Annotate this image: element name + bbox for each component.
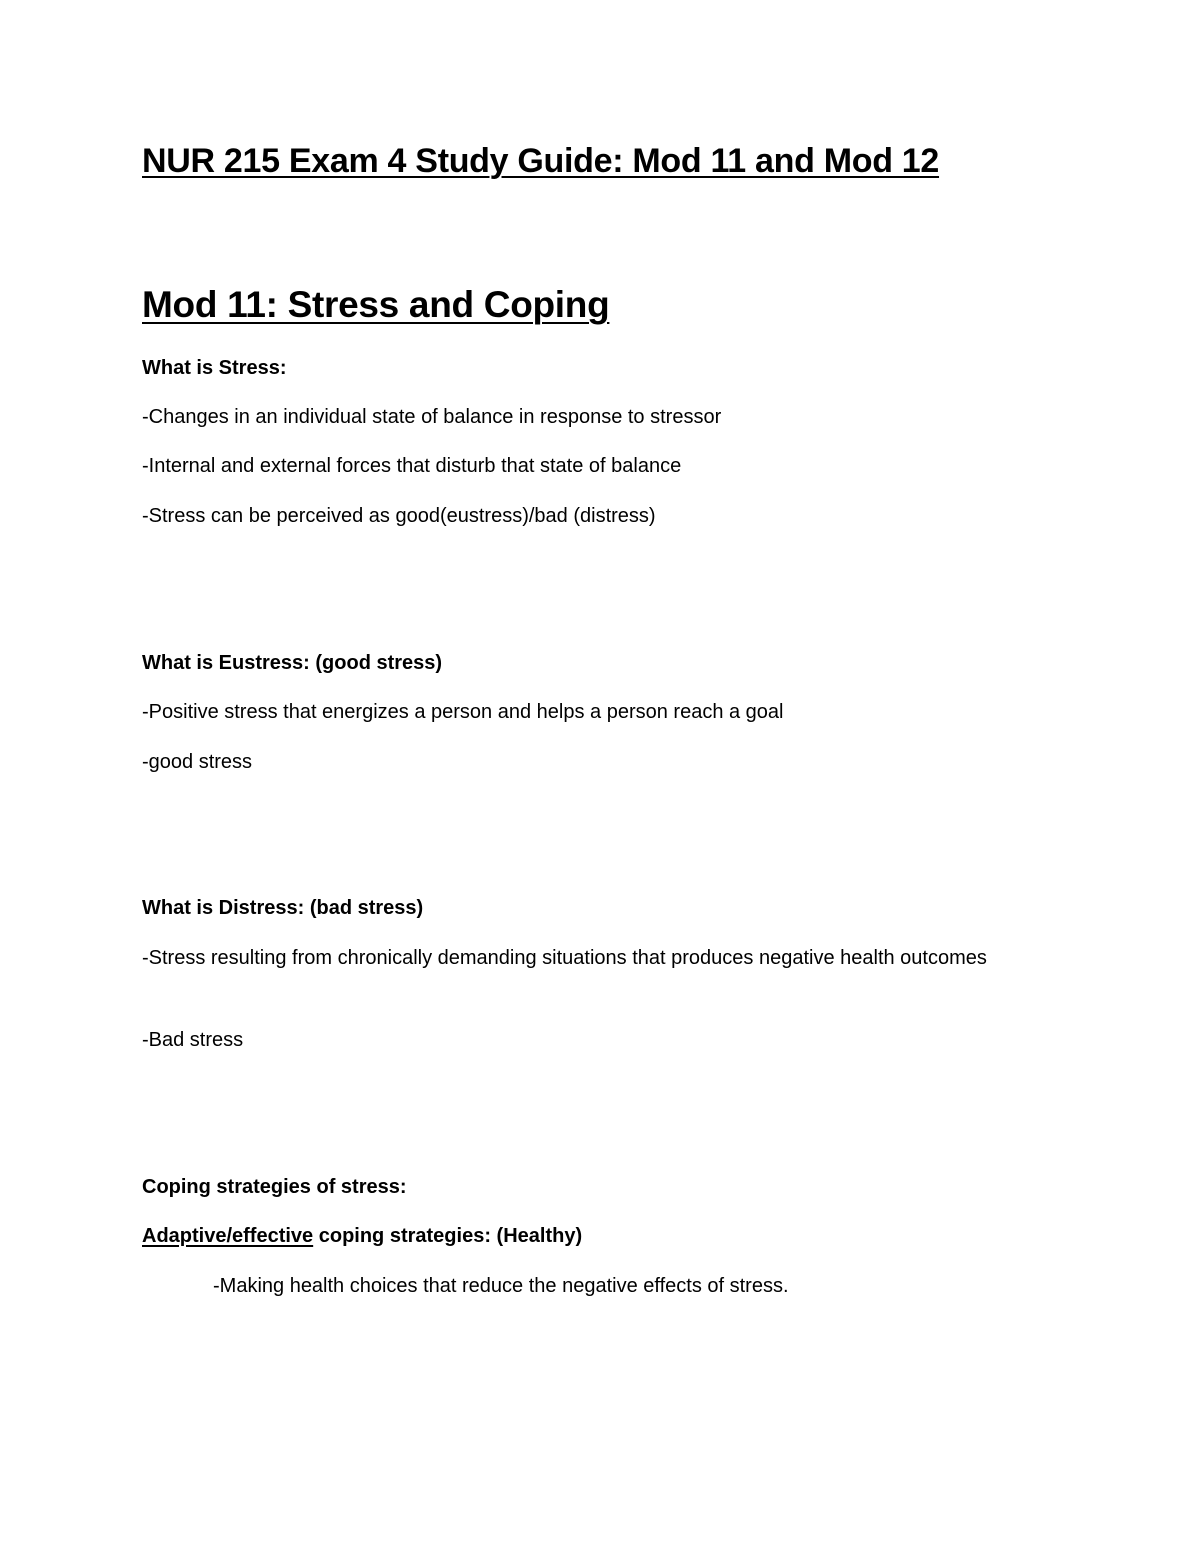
eustress-line-1: -Positive stress that energizes a person and helps a person reach a goal xyxy=(142,701,784,723)
coping-heading: Coping strategies of stress: xyxy=(142,1176,407,1198)
stress-line-3: -Stress can be perceived as good(eustress)/bad (distress) xyxy=(142,505,656,527)
distress-line-1: -Stress resulting from chronically demanding situations that produces negative health outcomes xyxy=(142,947,987,969)
stress-line-2: -Internal and external forces that disturb that state of balance xyxy=(142,455,682,477)
adaptive-effective-label: Adaptive/effective xyxy=(142,1225,314,1247)
adaptive-coping-rest: coping strategies: (Healthy) xyxy=(313,1225,583,1247)
stress-line-1: -Changes in an individual state of balance in response to stressor xyxy=(142,406,722,428)
adaptive-coping-heading xyxy=(142,1225,582,1248)
stress-heading: What is Stress: xyxy=(142,357,287,379)
eustress-line-2: -good stress xyxy=(142,751,253,773)
distress-line-2: -Bad stress xyxy=(142,1029,244,1051)
adaptive-coping-line: -Making health choices that reduce the negative effects of stress. xyxy=(213,1275,789,1297)
document-title: NUR 215 Exam 4 Study Guide: Mod 11 and Mod 12 xyxy=(142,142,940,180)
eustress-heading: What is Eustress: (good stress) xyxy=(142,652,443,674)
distress-heading: What is Distress: (bad stress) xyxy=(142,897,424,919)
section-title: Mod 11: Stress and Coping xyxy=(142,284,610,325)
